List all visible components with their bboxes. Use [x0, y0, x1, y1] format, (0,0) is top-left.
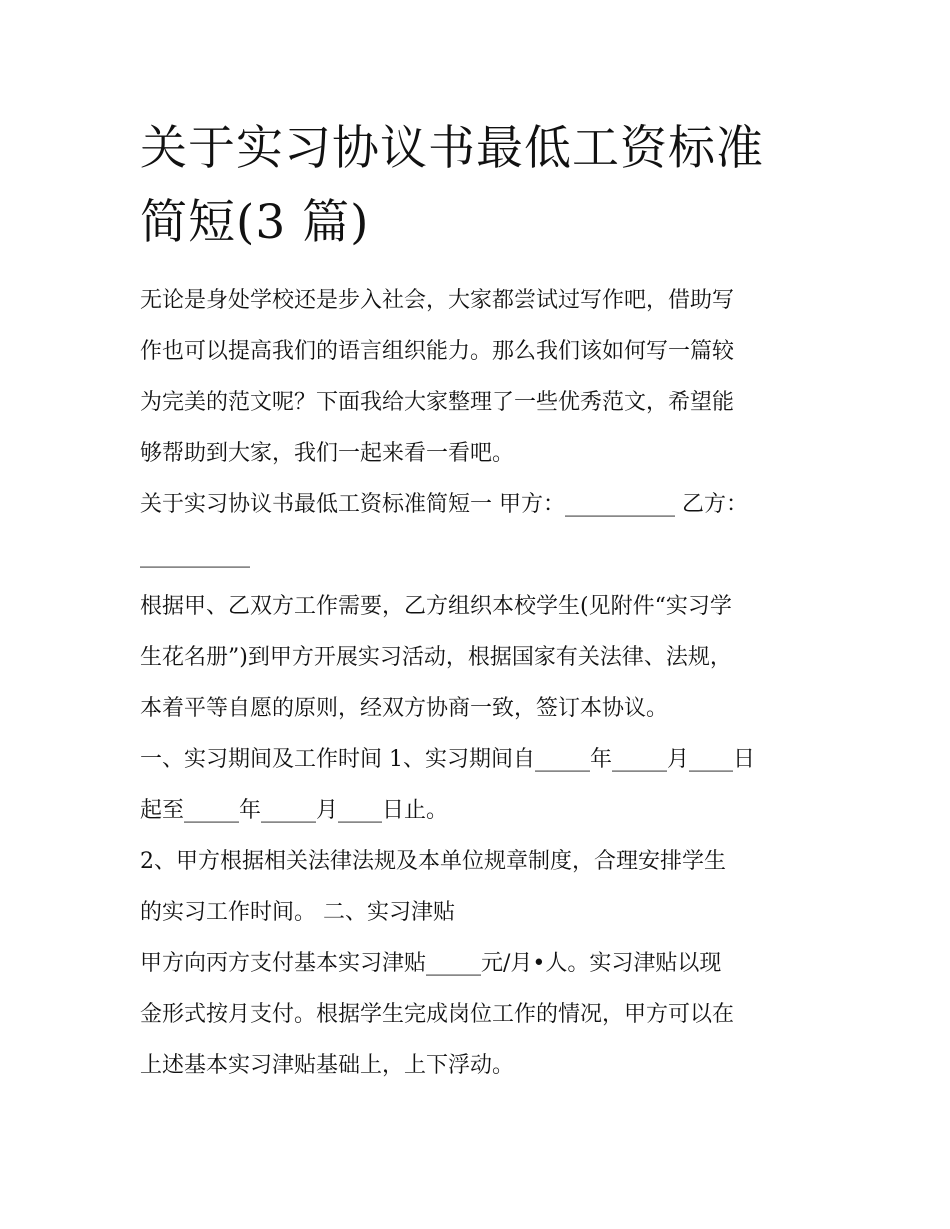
text-line: 关于实习协议书最低工资标准简短一 甲方：__________ 乙方： [140, 492, 748, 517]
text-line: 够帮助到大家，我们一起来看一看吧。 [140, 441, 515, 466]
text-line: 作也可以提高我们的语言组织能力。那么我们该如何写一篇较 [140, 339, 735, 364]
document-title [140, 112, 820, 260]
parties-paragraph [140, 479, 820, 581]
text-line: 一、实习期间及工作时间 1、实习期间自_____年_____月____日 [140, 747, 755, 772]
text-line: 的实习工作时间。 二、实习津贴 [140, 900, 455, 925]
text-line: 2、甲方根据相关法律法规及本单位规章制度，合理安排学生 [140, 849, 726, 874]
text-line: 根据甲、乙双方工作需要，乙方组织本校学生(见附件“实习学 [140, 594, 732, 619]
text-line: 本着平等自愿的原则，经双方协商一致，签订本协议。 [140, 696, 669, 721]
text-line: 起至_____年_____月____日止。 [140, 798, 449, 823]
text-line: 为完美的范文呢？下面我给大家整理了一些优秀范文，希望能 [140, 390, 735, 415]
text-line: __________ [140, 543, 250, 568]
title-line-1: 关于实习协议书最低工资标准 [140, 121, 764, 176]
text-line: 生花名册”)到甲方开展实习活动，根据国家有关法律、法规， [140, 645, 732, 670]
text-line: 上述基本实习津贴基础上，上下浮动。 [140, 1053, 515, 1078]
period-paragraph [140, 734, 820, 836]
title-line-2: 简短(3 篇) [140, 195, 370, 250]
intro-paragraph [140, 275, 820, 479]
text-line: 无论是身处学校还是步入社会，大家都尝试过写作吧，借助写 [140, 288, 735, 313]
text-line: 金形式按月支付。根据学生完成岗位工作的情况，甲方可以在 [140, 1002, 735, 1027]
text-line: 甲方向丙方支付基本实习津贴_____元/月•人。实习津贴以现 [140, 951, 722, 976]
worktime-paragraph [140, 836, 820, 938]
basis-paragraph [140, 581, 820, 734]
document-body [140, 275, 820, 1091]
allowance-paragraph [140, 938, 820, 1091]
